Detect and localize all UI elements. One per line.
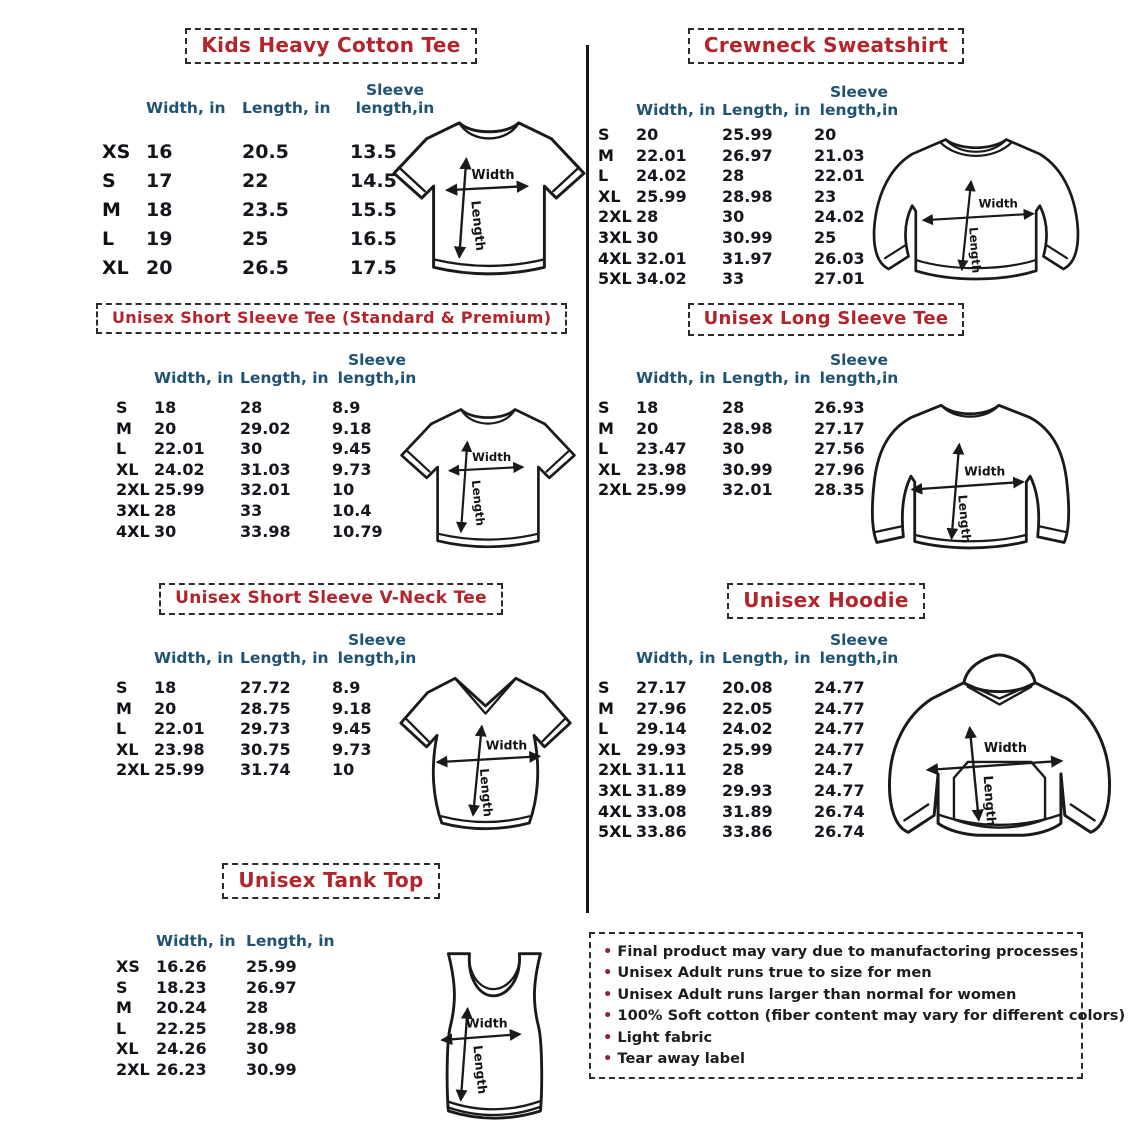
column-header: Length, in bbox=[240, 649, 329, 667]
measurement-value: 28.98 bbox=[722, 186, 773, 206]
measurement-value: 18 bbox=[154, 398, 177, 417]
size-label: 2XL bbox=[598, 480, 632, 500]
width-arrow-label: Width bbox=[465, 1015, 508, 1031]
size-row bbox=[598, 822, 904, 843]
column-header: Width, in bbox=[636, 649, 716, 667]
width-arrow-label: Width bbox=[978, 196, 1018, 211]
measurement-value: 32.01 bbox=[722, 480, 773, 500]
section-title: Crewneck Sweatshirt bbox=[688, 28, 964, 64]
size-label: 4XL bbox=[598, 801, 632, 821]
length-arrow-label: Length bbox=[467, 199, 488, 252]
size-row bbox=[116, 522, 422, 543]
size-label: L bbox=[102, 228, 115, 250]
measurement-value: 14.5 bbox=[350, 170, 397, 192]
measurement-value: 26.74 bbox=[814, 801, 865, 821]
column-header: Width, in bbox=[156, 932, 236, 950]
measurement-value: 9.73 bbox=[332, 739, 372, 759]
size-label: XL bbox=[598, 739, 621, 759]
note-item: • 100% Soft cotton (fiber content may vary for different colors) bbox=[603, 1005, 1069, 1026]
size-table bbox=[116, 350, 422, 542]
measurement-value: 29.02 bbox=[240, 418, 291, 438]
measurement-value: 25 bbox=[814, 227, 837, 247]
measurement-value: 24.7 bbox=[814, 760, 854, 780]
measurement-value: 9.18 bbox=[332, 418, 372, 438]
measurement-value: 27.17 bbox=[814, 418, 865, 438]
measurement-value: 29.73 bbox=[240, 719, 291, 739]
measurement-value: 28.75 bbox=[240, 698, 291, 718]
measurement-value: 30 bbox=[240, 439, 263, 459]
width-arrow-label: Width bbox=[471, 168, 515, 184]
size-row bbox=[116, 501, 422, 522]
size-row bbox=[116, 398, 422, 419]
section-unisex-hoodie bbox=[594, 583, 1058, 842]
measurement-value: 26.23 bbox=[156, 1059, 207, 1079]
size-label: XL bbox=[598, 459, 621, 479]
size-table-header bbox=[598, 82, 904, 119]
measurement-value: 23 bbox=[814, 186, 837, 206]
section-title: Unisex Hoodie bbox=[727, 583, 925, 619]
note-item: • Light fabric bbox=[603, 1027, 1069, 1048]
measurement-value: 31.03 bbox=[240, 459, 291, 479]
v-neck-tee-illustration bbox=[398, 664, 574, 844]
product-notes-box bbox=[589, 932, 1126, 1079]
measurement-value: 20 bbox=[154, 418, 177, 438]
size-label: XL bbox=[102, 257, 129, 279]
measurement-value: 20 bbox=[814, 125, 837, 144]
measurement-value: 30 bbox=[636, 227, 659, 247]
measurement-value: 8.9 bbox=[332, 398, 361, 417]
size-label: L bbox=[598, 719, 609, 739]
measurement-value: 20 bbox=[636, 418, 659, 438]
size-row bbox=[116, 740, 422, 761]
measurement-value: 28 bbox=[722, 398, 745, 417]
size-label: S bbox=[116, 977, 128, 997]
measurement-value: 33.08 bbox=[636, 801, 687, 821]
width-arrow-label: Width bbox=[983, 741, 1028, 757]
measurement-value: 25.99 bbox=[154, 760, 205, 780]
measurement-value: 22 bbox=[242, 170, 269, 192]
measurement-value: 27.17 bbox=[636, 678, 687, 697]
size-label: 3XL bbox=[598, 227, 632, 247]
size-table-header bbox=[598, 350, 904, 387]
size-label: 5XL bbox=[598, 269, 632, 289]
size-label: XL bbox=[116, 739, 139, 759]
hoodie-illustration bbox=[876, 653, 1124, 861]
measurement-value: 27.96 bbox=[636, 698, 687, 718]
length-arrow-label: Length bbox=[979, 775, 999, 827]
measurement-value: 10.4 bbox=[332, 500, 372, 520]
size-table-header bbox=[116, 630, 422, 667]
size-row bbox=[598, 760, 904, 781]
measurement-value: 18 bbox=[636, 398, 659, 417]
size-label: XL bbox=[598, 186, 621, 206]
column-header: Width, in bbox=[146, 99, 226, 117]
column-header: Sleeve length,in bbox=[337, 351, 417, 387]
column-header: Sleeve length,in bbox=[337, 631, 417, 667]
column-header: Length, in bbox=[246, 932, 335, 950]
measurement-value: 26.97 bbox=[246, 977, 297, 997]
size-label: M bbox=[598, 145, 614, 165]
measurement-value: 25.99 bbox=[154, 480, 205, 500]
size-row bbox=[598, 678, 904, 699]
section-unisex-tank-top bbox=[96, 863, 566, 1095]
measurement-value: 16.26 bbox=[156, 957, 207, 976]
measurement-value: 24.02 bbox=[636, 166, 687, 186]
section-unisex-long-sleeve-tee bbox=[594, 303, 1058, 544]
measurement-value: 30.75 bbox=[240, 739, 291, 759]
measurement-value: 10.79 bbox=[332, 521, 383, 541]
size-row bbox=[116, 1060, 344, 1081]
measurement-value: 30 bbox=[246, 1039, 269, 1059]
section-title: Unisex Short Sleeve Tee (Standard & Premium) bbox=[96, 303, 567, 334]
measurement-value: 30.99 bbox=[722, 459, 773, 479]
measurement-value: 29.14 bbox=[636, 719, 687, 739]
size-row bbox=[598, 802, 904, 823]
measurement-value: 24.26 bbox=[156, 1039, 207, 1059]
measurement-value: 28.98 bbox=[722, 418, 773, 438]
measurement-value: 33 bbox=[240, 500, 263, 520]
measurement-value: 32.01 bbox=[240, 480, 291, 500]
measurement-value: 24.02 bbox=[154, 459, 205, 479]
size-label: XS bbox=[102, 141, 131, 163]
measurement-value: 25.99 bbox=[246, 957, 297, 976]
measurement-value: 30.99 bbox=[246, 1059, 297, 1079]
measurement-value: 26.03 bbox=[814, 248, 865, 268]
size-row bbox=[116, 699, 422, 720]
size-label: S bbox=[116, 678, 128, 697]
column-header: Length, in bbox=[722, 649, 811, 667]
measurement-value: 23.98 bbox=[154, 739, 205, 759]
measurement-value: 25 bbox=[242, 228, 269, 250]
size-label: 2XL bbox=[598, 207, 632, 227]
section-unisex-v-neck-tee bbox=[96, 583, 566, 818]
column-header: Length, in bbox=[242, 99, 331, 117]
measurement-value: 8.9 bbox=[332, 678, 361, 697]
measurement-value: 28 bbox=[240, 398, 263, 417]
size-label: 3XL bbox=[598, 780, 632, 800]
size-label: L bbox=[116, 719, 127, 739]
size-label: M bbox=[116, 698, 132, 718]
measurement-value: 9.73 bbox=[332, 459, 372, 479]
length-arrow-label: Length bbox=[476, 767, 496, 818]
measurement-value: 28 bbox=[722, 760, 745, 780]
measurement-value: 26.97 bbox=[722, 145, 773, 165]
measurement-value: 19 bbox=[146, 228, 173, 250]
size-row bbox=[116, 678, 422, 699]
measurement-value: 33.98 bbox=[240, 521, 291, 541]
size-label: M bbox=[116, 998, 132, 1018]
measurement-value: 9.45 bbox=[332, 439, 372, 459]
section-unisex-short-sleeve-tee bbox=[96, 303, 566, 541]
measurement-value: 30 bbox=[154, 521, 177, 541]
measurement-value: 17 bbox=[146, 170, 173, 192]
column-header: Sleeve length,in bbox=[819, 631, 899, 667]
measurement-value: 20 bbox=[154, 698, 177, 718]
measurement-value: 28 bbox=[246, 998, 269, 1018]
column-header: Sleeve length,in bbox=[819, 83, 899, 119]
measurement-value: 33.86 bbox=[722, 822, 773, 842]
size-label: XS bbox=[116, 957, 140, 976]
column-header: Width, in bbox=[636, 369, 716, 387]
measurement-value: 30 bbox=[722, 439, 745, 459]
measurement-value: 22.01 bbox=[154, 439, 205, 459]
size-label: L bbox=[116, 1018, 127, 1038]
width-arrow-label: Width bbox=[964, 464, 1006, 479]
measurement-value: 30.99 bbox=[722, 227, 773, 247]
size-row bbox=[598, 249, 904, 270]
size-row bbox=[116, 460, 422, 481]
size-label: 4XL bbox=[598, 248, 632, 268]
size-row bbox=[598, 125, 904, 146]
measurement-value: 20.08 bbox=[722, 678, 773, 697]
measurement-value: 33.86 bbox=[636, 822, 687, 842]
measurement-value: 9.18 bbox=[332, 698, 372, 718]
measurement-value: 23.5 bbox=[242, 199, 289, 221]
width-arrow-label: Width bbox=[472, 449, 512, 464]
section-title: Unisex Tank Top bbox=[222, 863, 439, 899]
size-row bbox=[598, 207, 904, 228]
measurement-value: 20.5 bbox=[242, 141, 289, 163]
size-row bbox=[116, 1039, 344, 1060]
measurement-value: 34.02 bbox=[636, 269, 687, 289]
size-row bbox=[598, 740, 904, 761]
size-label: S bbox=[598, 125, 610, 144]
size-label: L bbox=[598, 166, 609, 186]
measurement-value: 33 bbox=[722, 269, 745, 289]
size-label: 2XL bbox=[116, 1059, 150, 1079]
measurement-value: 31.11 bbox=[636, 760, 687, 780]
measurement-value: 15.5 bbox=[350, 199, 397, 221]
measurement-value: 27.96 bbox=[814, 459, 865, 479]
size-row bbox=[598, 781, 904, 802]
measurement-value: 28.98 bbox=[246, 1018, 297, 1038]
measurement-value: 20 bbox=[636, 125, 659, 144]
measurement-value: 24.77 bbox=[814, 780, 865, 800]
size-table-header bbox=[598, 630, 904, 667]
size-label: L bbox=[116, 439, 127, 459]
size-label: M bbox=[598, 418, 614, 438]
note-item: • Final product may vary due to manufactoring processes bbox=[603, 941, 1069, 962]
tank-top-illustration bbox=[425, 946, 560, 1133]
measurement-value: 32.01 bbox=[636, 248, 687, 268]
column-header: Length, in bbox=[722, 101, 811, 119]
size-row bbox=[116, 439, 422, 460]
column-header: Sleeve length,in bbox=[355, 81, 435, 117]
measurement-value: 9.45 bbox=[332, 719, 372, 739]
measurement-value: 26.5 bbox=[242, 257, 289, 279]
size-row bbox=[116, 760, 422, 781]
size-row bbox=[598, 146, 904, 167]
size-row bbox=[598, 228, 904, 249]
size-row bbox=[598, 269, 904, 290]
measurement-value: 31.74 bbox=[240, 760, 291, 780]
size-row bbox=[116, 419, 422, 440]
measurement-value: 27.72 bbox=[240, 678, 291, 697]
size-table bbox=[598, 82, 904, 290]
measurement-value: 20 bbox=[146, 257, 173, 279]
size-row bbox=[116, 957, 344, 978]
column-header: Width, in bbox=[636, 101, 716, 119]
column-header: Length, in bbox=[240, 369, 329, 387]
size-row bbox=[116, 480, 422, 501]
size-row bbox=[116, 719, 422, 740]
measurement-value: 13.5 bbox=[350, 141, 397, 163]
measurement-value: 28 bbox=[154, 500, 177, 520]
size-label: L bbox=[598, 439, 609, 459]
width-arrow-label: Width bbox=[485, 738, 528, 753]
column-header: Width, in bbox=[154, 649, 234, 667]
tee-illustration bbox=[398, 396, 578, 566]
measurement-value: 10 bbox=[332, 480, 355, 500]
section-title: Unisex Short Sleeve V-Neck Tee bbox=[159, 583, 503, 615]
measurement-value: 31.89 bbox=[722, 801, 773, 821]
length-arrow-label: Length bbox=[468, 479, 488, 527]
size-row bbox=[598, 699, 904, 720]
measurement-value: 24.77 bbox=[814, 698, 865, 718]
measurement-value: 20.24 bbox=[156, 998, 207, 1018]
measurement-value: 28 bbox=[636, 207, 659, 227]
size-label: M bbox=[102, 199, 121, 221]
measurement-value: 22.01 bbox=[636, 145, 687, 165]
note-item: • Tear away label bbox=[603, 1048, 1069, 1069]
length-arrow-label: Length bbox=[470, 1044, 491, 1095]
size-table-header bbox=[116, 350, 422, 387]
measurement-value: 26.93 bbox=[814, 398, 865, 417]
size-label: 3XL bbox=[116, 500, 150, 520]
measurement-value: 25.99 bbox=[722, 125, 773, 144]
size-row bbox=[116, 998, 344, 1019]
measurement-value: 28.35 bbox=[814, 480, 865, 500]
note-item: • Unisex Adult runs true to size for men bbox=[603, 962, 1069, 983]
length-arrow-label: Length bbox=[955, 494, 974, 544]
size-label: M bbox=[598, 698, 614, 718]
measurement-value: 22.01 bbox=[814, 166, 865, 186]
size-label: M bbox=[116, 418, 132, 438]
size-row bbox=[116, 978, 344, 999]
measurement-value: 24.02 bbox=[814, 207, 865, 227]
size-label: 2XL bbox=[116, 760, 150, 780]
size-table bbox=[598, 630, 904, 843]
measurement-value: 18 bbox=[154, 678, 177, 697]
size-label: S bbox=[102, 170, 116, 192]
measurement-value: 18 bbox=[146, 199, 173, 221]
measurement-value: 25.99 bbox=[722, 739, 773, 759]
measurement-value: 21.03 bbox=[814, 145, 865, 165]
measurement-value: 29.93 bbox=[636, 739, 687, 759]
measurement-value: 23.98 bbox=[636, 459, 687, 479]
measurement-value: 25.99 bbox=[636, 186, 687, 206]
sweatshirt-illustration bbox=[860, 126, 1092, 298]
size-table bbox=[116, 630, 422, 781]
size-label: 5XL bbox=[598, 822, 632, 842]
size-table-header bbox=[116, 913, 344, 950]
length-arrow-label: Length bbox=[966, 226, 984, 274]
measurement-value: 23.47 bbox=[636, 439, 687, 459]
size-table bbox=[116, 913, 344, 1081]
measurement-value: 26.74 bbox=[814, 822, 865, 842]
measurement-value: 27.56 bbox=[814, 439, 865, 459]
measurement-value: 27.01 bbox=[814, 269, 865, 289]
measurement-value: 24.77 bbox=[814, 739, 865, 759]
measurement-value: 31.97 bbox=[722, 248, 773, 268]
measurement-value: 25.99 bbox=[636, 480, 687, 500]
column-header: Width, in bbox=[154, 369, 234, 387]
measurement-value: 31.89 bbox=[636, 780, 687, 800]
size-label: S bbox=[116, 398, 128, 417]
size-label: XL bbox=[116, 1039, 139, 1059]
measurement-value: 10 bbox=[332, 760, 355, 780]
measurement-value: 24.77 bbox=[814, 719, 865, 739]
measurement-value: 28 bbox=[722, 166, 745, 186]
size-row bbox=[598, 166, 904, 187]
measurement-value: 16.5 bbox=[350, 228, 397, 250]
size-label: 2XL bbox=[598, 760, 632, 780]
size-label: S bbox=[598, 398, 610, 417]
size-label: XL bbox=[116, 459, 139, 479]
measurement-value: 16 bbox=[146, 141, 173, 163]
size-label: 4XL bbox=[116, 521, 150, 541]
column-header: Length, in bbox=[722, 369, 811, 387]
size-row bbox=[598, 719, 904, 740]
note-item: • Unisex Adult runs larger than normal for women bbox=[603, 984, 1069, 1005]
size-row bbox=[598, 187, 904, 208]
long-sleeve-tee-illustration bbox=[852, 393, 1090, 568]
measurement-value: 22.25 bbox=[156, 1018, 207, 1038]
measurement-value: 22.05 bbox=[722, 698, 773, 718]
measurement-value: 18.23 bbox=[156, 977, 207, 997]
size-row bbox=[116, 1019, 344, 1040]
size-label: 2XL bbox=[116, 480, 150, 500]
tee-illustration bbox=[390, 110, 588, 293]
size-label: S bbox=[598, 678, 610, 697]
measurement-value: 24.77 bbox=[814, 678, 865, 697]
measurement-value: 30 bbox=[722, 207, 745, 227]
measurement-value: 17.5 bbox=[350, 257, 397, 279]
product-notes-list bbox=[603, 941, 1126, 1069]
section-title: Kids Heavy Cotton Tee bbox=[185, 28, 476, 64]
measurement-value: 24.02 bbox=[722, 719, 773, 739]
measurement-value: 29.93 bbox=[722, 780, 773, 800]
column-header: Sleeve length,in bbox=[819, 351, 899, 387]
measurement-value: 22.01 bbox=[154, 719, 205, 739]
section-crewneck-sweatshirt bbox=[594, 28, 1058, 289]
section-kids-heavy-cotton-tee bbox=[100, 28, 562, 279]
section-title: Unisex Long Sleeve Tee bbox=[688, 303, 965, 336]
